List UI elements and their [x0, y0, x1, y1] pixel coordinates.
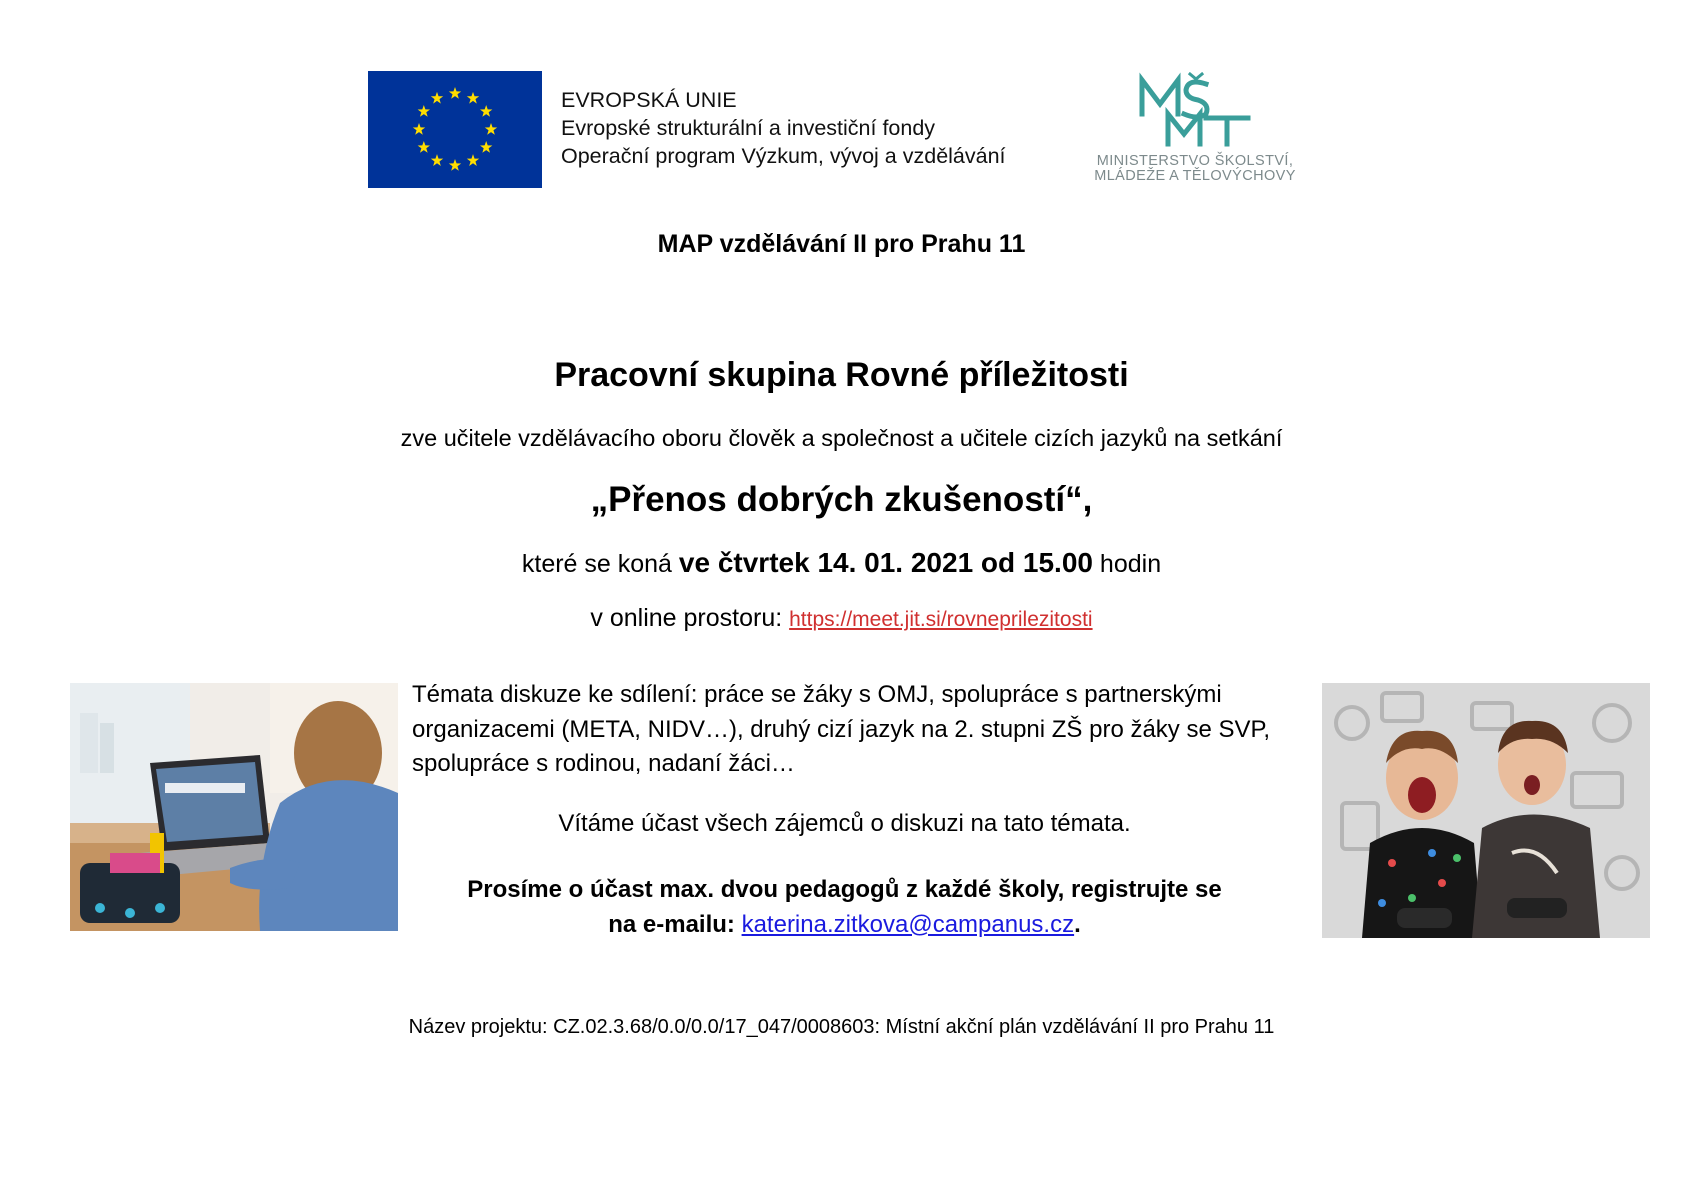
map-title: MAP vzdělávání II pro Prahu 11	[657, 230, 1026, 258]
eu-flag-logo	[368, 71, 542, 188]
event-date: ve čtvrtek 14. 01. 2021 od 15.00	[678, 547, 1093, 578]
request-email-prefix: na e-mailu:	[608, 910, 742, 938]
discussion-topics: Témata diskuze ke sdílení: práce se žáky s OMJ, spolupráce s partnerskými organizacemi (META, NIDV…), druhý cizí jazyk na 2. stupni ZŠ pro žáky se SVP, spolupráce s rodinou, nadaní žáci…	[412, 681, 1271, 777]
event-name: „Přenos dobrých zkušeností“,	[590, 480, 1093, 519]
eu-line-2: Evropské strukturální a investiční fondy	[561, 116, 936, 140]
group-title: Pracovní skupina Rovné příležitosti	[554, 356, 1129, 394]
date-prefix: které se koná	[521, 550, 679, 578]
msmt-letters-icon	[1080, 72, 1310, 152]
eu-line-3: Operační program Výzkum, vývoj a vzdělávání	[561, 144, 1006, 168]
msmt-name-line-2: MLÁDEŽE A TĚLOVÝCHOVY	[1094, 168, 1296, 184]
request-line-1: Prosíme o účast max. dvou pedagogů z každé školy, registrujte se	[467, 876, 1222, 903]
project-name: Název projektu: CZ.02.3.68/0.0/0.0/17_047/0008603: Místní akční plán vzdělávání II pro Prahu 11	[408, 1016, 1275, 1038]
invitation-text: zve učitele vzdělávacího oboru člověk a společnost a učitele cizích jazyků na setkání	[400, 425, 1283, 451]
photo-child-laptop	[70, 683, 398, 931]
eu-line-1: EVROPSKÁ UNIE	[561, 88, 737, 112]
date-line	[0, 547, 1683, 579]
photo-kids-gaming	[1322, 683, 1650, 938]
eu-text-block	[561, 86, 1061, 170]
msmt-name	[1080, 154, 1310, 184]
eu-stars-icon	[368, 71, 542, 188]
contact-email-link[interactable]: katerina.zitkova@campanus.cz	[741, 910, 1075, 938]
registration-request	[412, 873, 1277, 942]
request-email-suffix: .	[1074, 910, 1081, 938]
request-line-2	[412, 908, 1277, 943]
msmt-name-line-1: MINISTERSTVO ŠKOLSTVÍ,	[1096, 153, 1294, 169]
date-suffix: hodin	[1092, 550, 1162, 578]
meeting-link[interactable]: https://meet.jit.si/rovneprilezitosti	[789, 608, 1093, 631]
msmt-logo	[1080, 72, 1310, 190]
welcome-text: Vítáme účast všech zájemců o diskuzi na tato témata.	[558, 810, 1131, 837]
online-prefix: v online prostoru:	[590, 604, 790, 632]
online-line	[0, 604, 1683, 633]
